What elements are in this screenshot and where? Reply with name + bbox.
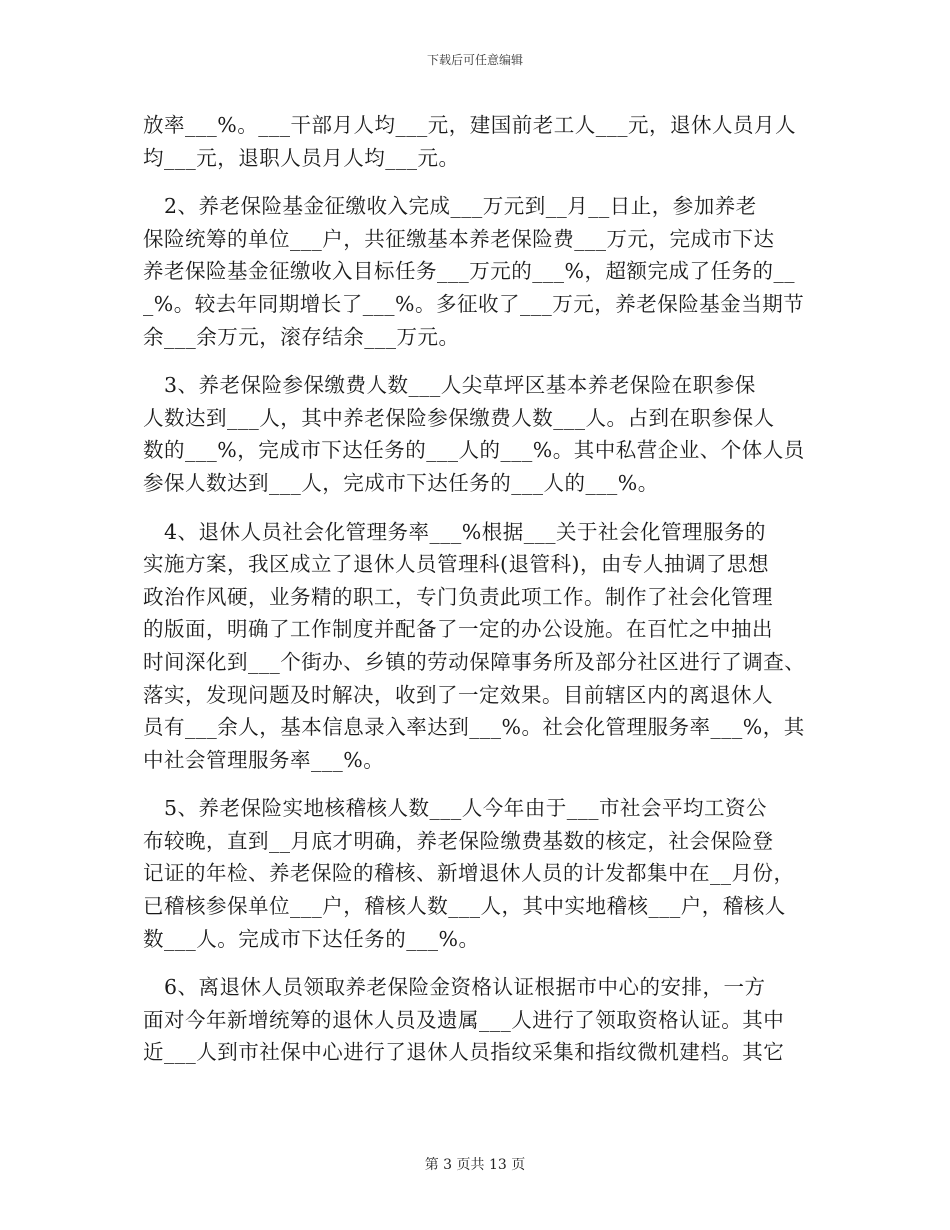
text-line: 面对今年新增统筹的退休人员及遗属___人进行了领取资格认证。其中 (143, 1007, 785, 1032)
paragraph (143, 190, 813, 353)
text-line: 人数达到___人，其中养老保险参保缴费人数___人。占到在职参保人 (143, 405, 775, 430)
text-line: 保险统筹的单位___户，共征缴基本养老保险费___万元，完成市下达 (143, 226, 775, 251)
page-footer: 第 3 页共 13 页 (424, 1157, 526, 1173)
text-line: 放率___%。___干部月人均___元，建国前老工人___元，退休人员月人 (143, 113, 796, 137)
text-line: 5、养老保险实地核稽核人数___人今年由于___市社会平均工资公 (143, 796, 768, 821)
text-line: 6、离退休人员领取养老保险金资格认证根据市中心的安排，一方 (143, 975, 766, 1000)
text-line: 近___人到市社保中心进行了退休人员指纹采集和指纹微机建档。其它 (143, 1040, 785, 1065)
text-line: 中社会管理服务率___%。 (143, 747, 385, 772)
text-line: 时间深化到___个街办、乡镇的劳动保障事务所及部分社区进行了调查、 (143, 649, 806, 674)
text-line: 的版面，明确了工作制度并配备了一定的办公设施。在百忙之中抽出 (143, 617, 773, 642)
text-line: 记证的年检、养老保险的稽核、新增退休人员的计发都集中在__月份， (143, 861, 795, 886)
text-line: 实施方案，我区成立了退休人员管理科(退管科)，由专人抽调了思想 (143, 552, 769, 577)
document-body (143, 109, 813, 1069)
text-line: _%。较去年同期增长了___%。多征收了___万元，养老保险基金当期节 (143, 291, 805, 316)
text-line: 均___元，退职人员月人均___元。 (143, 145, 460, 170)
paragraph (143, 516, 813, 777)
text-line: 已稽核参保单位___户，稽核人数___人，其中实地稽核___户，稽核人 (143, 894, 786, 919)
text-line: 数的___%，完成市下达任务的___人的___%。其中私营企业、个体人员 (143, 438, 805, 463)
paragraph (143, 109, 813, 174)
text-line: 3、养老保险参保缴费人数___人尖草坪区基本养老保险在职参保 (143, 373, 756, 398)
text-line: 养老保险基金征缴收入目标任务___万元的___%，超额完成了任务的__ (143, 259, 795, 284)
text-line: 政治作风硬，业务精的职工，专门负责此项工作。制作了社会化管理 (143, 584, 773, 609)
text-line: 数___人。完成市下达任务的___%。 (143, 926, 480, 951)
text-line: 参保人数达到___人，完成市下达任务的___人的___%。 (143, 470, 659, 495)
text-line: 4、退休人员社会化管理务率___%根据___关于社会化管理服务的 (143, 519, 767, 544)
paragraph (143, 792, 813, 955)
text-line: 布较晚，直到__月底才明确，养老保险缴费基数的核定，社会保险登 (143, 828, 774, 853)
paragraph (143, 971, 813, 1069)
text-line: 2、养老保险基金征缴收入完成___万元到__月__日止，参加养老 (143, 194, 757, 219)
text-line: 落实，发现问题及时解决，收到了一定效果。目前辖区内的离退休人 (143, 682, 773, 707)
page-header: 下载后可任意编辑 (426, 53, 523, 67)
paragraph (143, 369, 813, 499)
text-line: 员有___余人，基本信息录入率达到___%。社会化管理服务率___%，其 (143, 715, 805, 740)
text-line: 余___余万元，滚存结余___万元。 (143, 324, 460, 349)
